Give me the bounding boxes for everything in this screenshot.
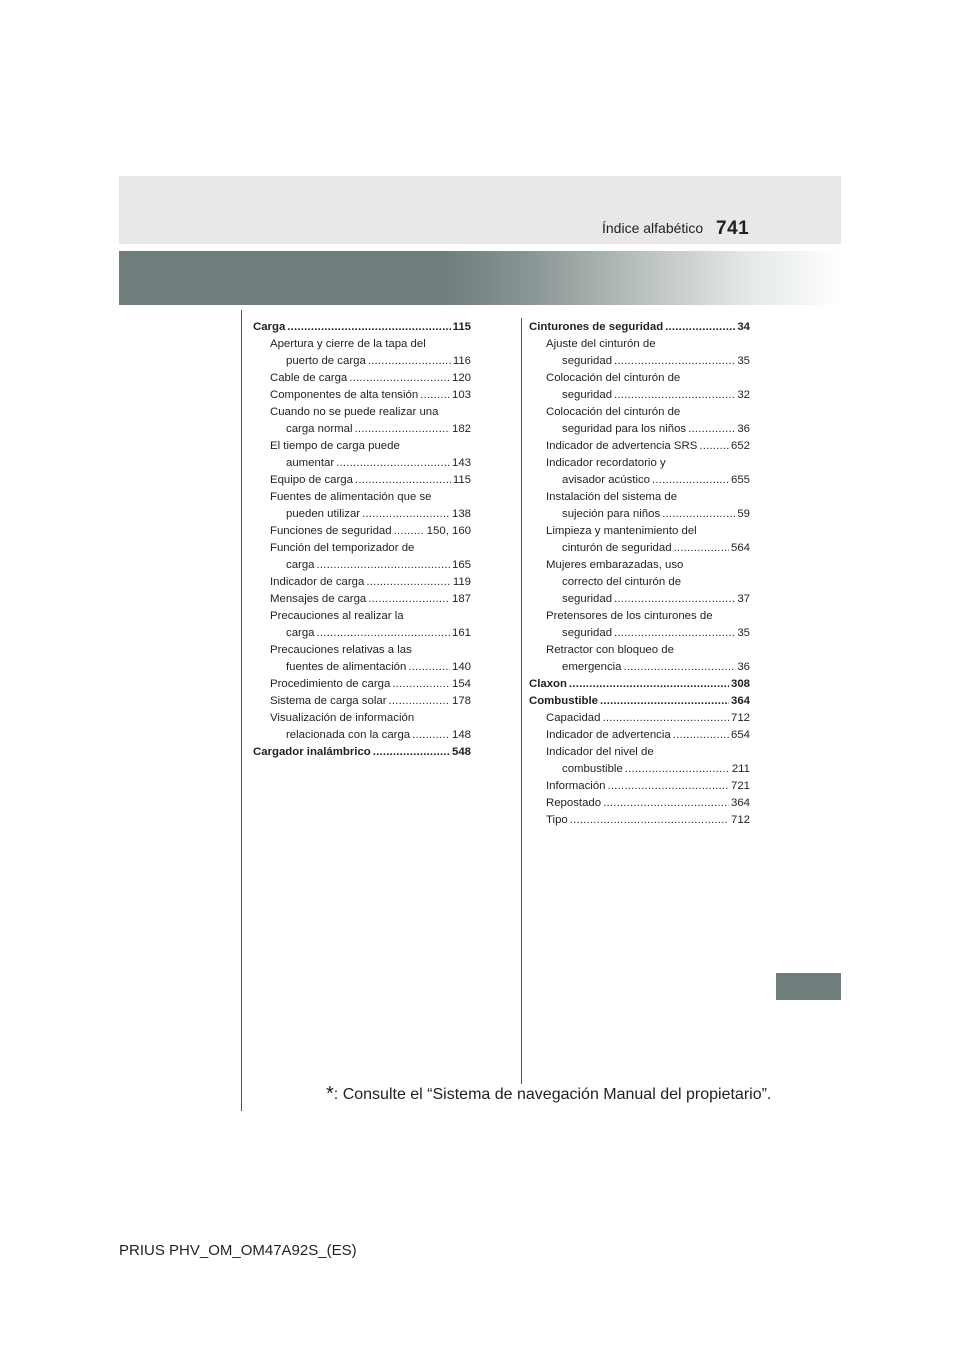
leader-dots [373, 744, 450, 761]
footnote [326, 1083, 771, 1106]
entry-text: carga [286, 559, 315, 571]
entry-page-number: 140 [451, 661, 471, 673]
leader-dots [389, 693, 450, 710]
entry-page-number: 143 [451, 457, 471, 469]
index-sub-entry [253, 455, 471, 472]
entry-page-number: 34 [737, 321, 750, 333]
index-sub-entry [253, 727, 471, 744]
index-sub-entry [529, 727, 750, 744]
entry-text: seguridad para los niños [562, 423, 687, 435]
entry-page-number: 165 [451, 559, 471, 571]
entry-text: Tipo [546, 814, 568, 826]
entry-text: combustible [562, 763, 623, 775]
index-sub-entry [253, 370, 471, 387]
left-column-rule [241, 310, 242, 1111]
entry-text: sujeción para niños [562, 508, 661, 520]
leader-dots [602, 710, 729, 727]
leader-dots [368, 591, 450, 608]
index-sub-entry-label: correcto del cinturón de [562, 576, 682, 588]
entry-page-number: 35 [737, 627, 750, 639]
entry-text: Indicador de advertencia SRS [546, 440, 698, 452]
index-sub-entry [529, 353, 750, 370]
index-sub-entry [253, 506, 471, 523]
leader-dots [408, 659, 450, 676]
index-sub-entry-label: Precauciones al realizar la [270, 610, 404, 622]
entry-page-number: 138 [451, 508, 471, 520]
entry-page-number: 308 [730, 678, 750, 690]
section-title: Índice alfabético [602, 220, 704, 236]
entry-text: Mensajes de carga [270, 593, 367, 605]
leader-dots [614, 625, 735, 642]
index-sub-entry-label: Colocación del cinturón de [546, 372, 681, 384]
entry-page-number: 35 [737, 355, 750, 367]
leader-dots [317, 625, 450, 642]
middle-column-rule [521, 318, 522, 1084]
entry-page-number: 154 [451, 678, 471, 690]
entry-text: Carga [253, 321, 286, 333]
index-sub-entry [253, 421, 471, 438]
index-sub-entry [529, 540, 750, 557]
leader-dots [624, 659, 736, 676]
entry-page-number: 59 [737, 508, 750, 520]
index-sub-entry [529, 438, 750, 455]
entry-text: avisador acústico [562, 474, 651, 486]
index-main-entry [529, 319, 750, 336]
index-sub-entry [529, 761, 750, 778]
entry-page-number: 120 [451, 372, 471, 384]
entry-text: Cinturones de seguridad [529, 321, 664, 333]
leader-dots [392, 676, 450, 693]
entry-text: Capacidad [546, 712, 601, 724]
leader-dots [614, 353, 735, 370]
entry-text: seguridad [562, 627, 613, 639]
leader-dots [699, 438, 729, 455]
entry-page-number: 115 [452, 474, 471, 486]
index-sub-entry [529, 710, 750, 727]
index-sub-entry [253, 557, 471, 574]
index-sub-entry [253, 659, 471, 676]
leader-dots [662, 506, 735, 523]
entry-page-number: 37 [737, 593, 750, 605]
entry-page-number: 116 [452, 355, 471, 367]
index-sub-entry-label: Función del temporizador de [270, 542, 415, 554]
index-sub-entry [253, 591, 471, 608]
index-sub-entry-label: Retractor con bloqueo de [546, 644, 674, 656]
leader-dots [614, 591, 735, 608]
leader-dots [287, 319, 450, 336]
entry-page-number: 36 [737, 661, 750, 673]
index-main-entry [253, 319, 471, 336]
entry-text: emergencia [562, 661, 622, 673]
index-sub-entry-label: Instalación del sistema de [546, 491, 678, 503]
entry-page-number: 32 [737, 389, 750, 401]
leader-dots [362, 506, 450, 523]
entry-text: pueden utilizar [286, 508, 361, 520]
entry-page-number: 564 [730, 542, 750, 554]
leader-dots [317, 557, 450, 574]
entry-text: seguridad [562, 593, 613, 605]
index-sub-entry-label: Fuentes de alimentación que se [270, 491, 432, 503]
leader-dots [673, 727, 729, 744]
index-sub-entry [529, 812, 750, 829]
index-sub-entry-label: El tiempo de carga puede [270, 440, 400, 452]
footnote-marker: * [326, 1083, 334, 1105]
index-sub-entry [529, 591, 750, 608]
entry-page-number: 548 [451, 746, 471, 758]
index-sub-entry [529, 387, 750, 404]
entry-page-number: 150, 160 [426, 525, 471, 537]
index-sub-entry [253, 693, 471, 710]
entry-text: Repostado [546, 797, 602, 809]
entry-page-number: 211 [731, 763, 750, 775]
leader-dots [674, 540, 729, 557]
index-sub-entry-label: Pretensores de los cinturones de [546, 610, 713, 622]
entry-page-number: 721 [730, 780, 750, 792]
entry-text: Combustible [529, 695, 598, 707]
page-number: 741 [716, 218, 750, 239]
entry-page-number: 103 [451, 389, 471, 401]
entry-page-number: 161 [451, 627, 471, 639]
leader-dots [665, 319, 735, 336]
index-sub-entry-label: Cuando no se puede realizar una [270, 406, 439, 418]
index-sub-entry-label: Precauciones relativas a las [270, 644, 412, 656]
header-gradient-bar [119, 251, 841, 305]
entry-text: seguridad [562, 389, 613, 401]
leader-dots [420, 387, 450, 404]
entry-text: cinturón de seguridad [562, 542, 672, 554]
index-main-entry [529, 676, 750, 693]
leader-dots [688, 421, 735, 438]
index-sub-entry [253, 387, 471, 404]
entry-page-number: 364 [730, 695, 750, 707]
entry-text: Indicador de carga [270, 576, 365, 588]
index-sub-entry [529, 659, 750, 676]
entry-text: Funciones de seguridad [270, 525, 392, 537]
entry-page-number: 712 [730, 814, 750, 826]
index-sub-entry-label: Mujeres embarazadas, uso [546, 559, 684, 571]
leader-dots [569, 676, 729, 693]
entry-text: fuentes de alimentación [286, 661, 407, 673]
leader-dots [394, 523, 425, 540]
entry-page-number: 115 [452, 321, 471, 333]
leader-dots [625, 761, 730, 778]
side-tab-marker [776, 973, 841, 1000]
index-sub-entry [529, 472, 750, 489]
index-sub-entry [253, 625, 471, 642]
index-sub-entry-label: Indicador del nivel de [546, 746, 654, 758]
index-main-entry [253, 744, 471, 761]
leader-dots [614, 387, 735, 404]
index-sub-entry-label: Colocación del cinturón de [546, 406, 681, 418]
index-main-entry [529, 693, 750, 710]
leader-dots [570, 812, 729, 829]
index-sub-entry [529, 506, 750, 523]
index-sub-entry-label: Apertura y cierre de la tapa del [270, 338, 426, 350]
leader-dots [336, 455, 450, 472]
index-sub-entry [253, 574, 471, 591]
index-sub-entry-label: Ajuste del cinturón de [546, 338, 656, 350]
index-sub-entry-label: Limpieza y mantenimiento del [546, 525, 697, 537]
entry-text: Cable de carga [270, 372, 348, 384]
entry-page-number: 182 [451, 423, 471, 435]
leader-dots [368, 353, 451, 370]
entry-page-number: 712 [730, 712, 750, 724]
entry-text: carga [286, 627, 315, 639]
index-sub-entry [253, 472, 471, 489]
leader-dots [652, 472, 729, 489]
entry-page-number: 36 [737, 423, 750, 435]
entry-text: Equipo de carga [270, 474, 353, 486]
entry-text: Componentes de alta tensión [270, 389, 419, 401]
index-sub-entry-label: Indicador recordatorio y [546, 457, 666, 469]
entry-page-number: 187 [451, 593, 471, 605]
entry-text: Procedimiento de carga [270, 678, 391, 690]
leader-dots [603, 795, 729, 812]
entry-text: aumentar [286, 457, 335, 469]
entry-text: seguridad [562, 355, 613, 367]
index-sub-entry [529, 421, 750, 438]
entry-text: relacionada con la carga [286, 729, 411, 741]
leader-dots [608, 778, 729, 795]
entry-page-number: 655 [730, 474, 750, 486]
leader-dots [412, 727, 450, 744]
index-sub-entry [253, 353, 471, 370]
entry-page-number: 119 [452, 576, 471, 588]
index-sub-entry [529, 795, 750, 812]
index-sub-entry-label: Visualización de información [270, 712, 415, 724]
leader-dots [600, 693, 729, 710]
entry-text: Información [546, 780, 606, 792]
leader-dots [354, 421, 450, 438]
entry-page-number: 364 [730, 797, 750, 809]
leader-dots [349, 370, 450, 387]
index-sub-entry [529, 625, 750, 642]
entry-page-number: 178 [451, 695, 471, 707]
index-sub-entry [529, 778, 750, 795]
entry-text: carga normal [286, 423, 353, 435]
entry-text: Cargador inalámbrico [253, 746, 371, 758]
index-sub-entry [253, 523, 471, 540]
leader-dots [355, 472, 451, 489]
entry-text: Claxon [529, 678, 567, 690]
index-sub-entry [253, 676, 471, 693]
entry-page-number: 148 [451, 729, 471, 741]
entry-text: Sistema de carga solar [270, 695, 387, 707]
leader-dots [366, 574, 450, 591]
entry-page-number: 652 [730, 440, 750, 452]
entry-text: puerto de carga [286, 355, 366, 367]
document-id: PRIUS PHV_OM_OM47A92S_(ES) [119, 1242, 357, 1259]
index-column-left [253, 319, 471, 761]
entry-page-number: 654 [730, 729, 750, 741]
entry-text: Indicador de advertencia [546, 729, 671, 741]
index-column-right [529, 319, 750, 829]
footnote-text: : Consulte el “Sistema de navegación Manual del propietario”. [333, 1086, 772, 1103]
